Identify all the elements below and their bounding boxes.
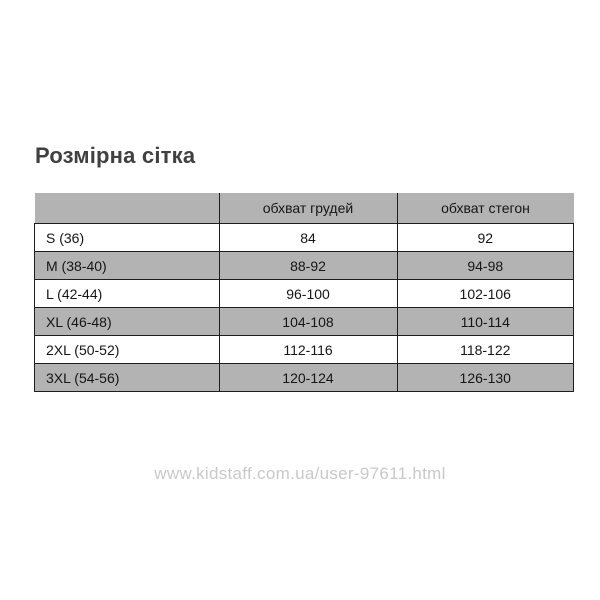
page-title: Розмірна сітка: [35, 143, 196, 168]
cell-size-label: 2XL (50-52): [35, 336, 220, 364]
table-row: [35, 252, 574, 280]
header-cell-chest: обхват грудей: [219, 193, 397, 224]
table-row: [35, 280, 574, 308]
cell-hips-value: 102-106: [397, 280, 574, 308]
cell-size-label: S (36): [35, 224, 220, 252]
cell-chest-value: 112-116: [219, 336, 397, 364]
table-row: [35, 308, 574, 336]
cell-chest-value: 84: [219, 224, 397, 252]
cell-hips-value: 92: [397, 224, 574, 252]
table-header-row: [35, 193, 574, 224]
cell-size-label: M (38-40): [35, 252, 220, 280]
table-row: [35, 336, 574, 364]
cell-size-label: L (42-44): [35, 280, 220, 308]
table-row: [35, 364, 574, 392]
cell-chest-value: 88-92: [219, 252, 397, 280]
cell-chest-value: 104-108: [219, 308, 397, 336]
cell-size-label: 3XL (54-56): [35, 364, 220, 392]
cell-chest-value: 120-124: [219, 364, 397, 392]
cell-hips-value: 94-98: [397, 252, 574, 280]
cell-size-label: XL (46-48): [35, 308, 220, 336]
table-row: [35, 224, 574, 252]
cell-chest-value: 96-100: [219, 280, 397, 308]
cell-hips-value: 118-122: [397, 336, 574, 364]
header-cell-size: [35, 193, 220, 224]
header-cell-hips: обхват стегон: [397, 193, 574, 224]
cell-hips-value: 126-130: [397, 364, 574, 392]
watermark-url: www.kidstaff.com.ua/user-97611.html: [154, 464, 446, 483]
size-chart-table: [34, 193, 574, 392]
cell-hips-value: 110-114: [397, 308, 574, 336]
